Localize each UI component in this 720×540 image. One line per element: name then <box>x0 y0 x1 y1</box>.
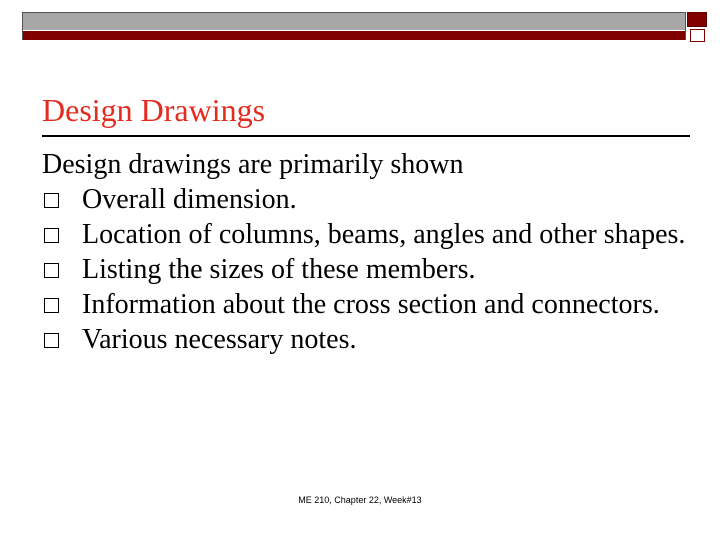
list-item-text: Overall dimension. <box>82 184 297 215</box>
bullet-list <box>42 182 702 357</box>
list-item-text: Information about the cross section and connectors. <box>82 289 660 320</box>
hollow-square-icon <box>44 298 59 313</box>
top-bar-gray-strip <box>23 13 685 30</box>
list-item-text: Listing the sizes of these members. <box>82 254 476 285</box>
list-item-text: Location of columns, beams, angles and other shapes. <box>82 219 686 250</box>
list-item-text: Various necessary notes. <box>82 324 357 355</box>
list-item <box>42 322 702 357</box>
list-item <box>42 217 702 252</box>
corner-filled-square <box>687 12 707 27</box>
slide-title: Design Drawings <box>42 92 266 128</box>
slide-footer: ME 210, Chapter 22, Week#13 <box>298 495 422 505</box>
list-item <box>42 182 702 217</box>
list-item <box>42 287 702 322</box>
hollow-square-icon <box>44 263 59 278</box>
corner-decoration <box>687 12 707 42</box>
hollow-square-icon <box>44 333 59 348</box>
list-item <box>42 252 702 287</box>
title-underline <box>42 135 690 137</box>
hollow-square-icon <box>44 228 59 243</box>
lead-text: Design drawings are primarily shown <box>42 149 464 180</box>
hollow-square-icon <box>44 193 59 208</box>
slide-body <box>42 147 702 357</box>
corner-outline-square <box>690 29 705 42</box>
top-bar-maroon-strip <box>23 31 685 40</box>
top-decorative-bar <box>22 12 686 40</box>
